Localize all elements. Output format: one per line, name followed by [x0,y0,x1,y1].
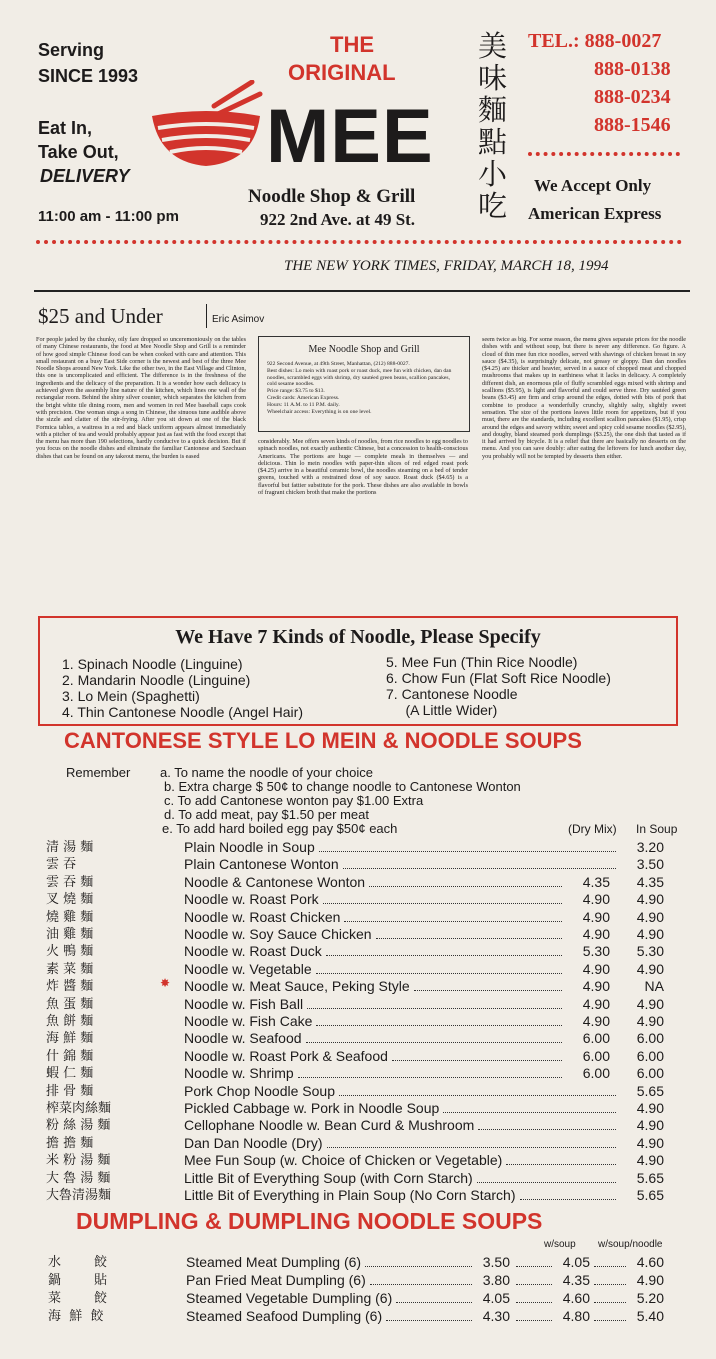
price-in-soup: 5.65 [636,1083,664,1099]
menu-item-row [184,1117,684,1134]
dot-leader [516,1320,552,1321]
menu-item-chinese: 魚 蛋 麵 [46,997,94,1012]
dot-leader [370,1284,472,1285]
menu-item-chinese: 擔 擔 麵 [46,1136,94,1151]
dot-leader [392,1060,562,1061]
menu-item-row [184,1083,684,1100]
dot-leader [414,990,562,991]
menu-item-row [184,1170,684,1187]
article-title: $25 and Under [38,304,163,328]
article-column-3: seem twice as big. For some reason, the menu gives separate prices for the noodle dishes with and without soup, but there is never any difference. Go figure. A cloud of thin mee fun rice noodles, served with shavings of chicken breast in soy sauce ($4.35), is surprisingly delicate, not greasy or gloppy. Dan dan noodles ($4.25) are thicker and heavier, served in a sauce of chopped meat and chopped mushrooms that makes up in earthiness what it lacks in delicacy. A completely different dish, an enormous pile of fluffy scrambled eggs mixed with shrimp and scallions ($5.95), is light and flavorful and could serve three. Dry sautéed green beans ($3.45) are firm and crisp around the edges, dotted with bits of pork that combine to produce a wonderfully crunchy, slightly salty, slightly sweet sensation. The size of the portions leaves little room for appetizers, but if you must, there are the standards, including excellent scallion pancakes ($1.95), crisp around the edges and savory within; sweet and spicy cold sesame noodles ($2.95), and doughy, bland steamed pork dumplings ($3.25), the one dish that tasted as if it had arrived by bicycle. It is a relief that there are basically no desserts on the menu. And you can save doubly: after eating the leftovers for lunch another day, you probably will not be tempted by desserts then either. [482,336,686,460]
price-in-soup: 5.65 [636,1187,664,1203]
menu-item-row [184,978,684,995]
dot-leader [506,1164,616,1165]
article-column-1: For people jaded by the chunky, oily fare dropped so unceremoniously on the tables of many Chinese restaurants, the food at Mee Noodle Shop and Grill is a reminder of how good simple Chinese food can be when cooked with care and attention. This small restaurant on a busy East Side corner is the newest and best of the three Mee Noodle Shops around New York. Like the other two, in the East Village and Clinton, this one is uncomplicated and efficient. The difference is in the freshness of the ingredients and the delicacy of the preparation. It is a wonder how each delicacy is achieved given the assembly line nature of the kitchen, which lines one wall of the rectangular room. Behind the shiny silver counter, which separates the kitchen from the bright white tile dining room, men and women in red Mee baseball caps cook with precision. One woman sings a song in Chinese, the sinuous tune audible above the sizzle and clatter of the stir-frying. After you sit down at one of the black Formica tables, a waitress in a red and black uniform appears almost immediately with a pitcher of tea and would probably appear just as fast with the food except that the menu has more than 190 selections, hardly conducive to a quick decision. But if you focus on the noodle dishes and eliminate the familiar Cantonese and Szechuan dishes that can be found on any takeout menu, the burden is eased [36,336,246,460]
price-in-soup: 4.90 [636,1100,664,1116]
price-with-soup-noodle: 5.20 [636,1290,664,1306]
dumpling-chinese: 海 鮮 餃 [48,1309,104,1324]
menu-item-chinese: 清 湯 麵 [46,840,94,855]
info-box-line: 922 Second Avenue, at 49th Street, Manhattan, (212) 888-0027. [267,361,410,367]
remember-note: e. To add hard boiled egg pay $50¢ each [162,821,398,836]
menu-item-chinese: 米 粉 湯 麵 [46,1153,111,1168]
dot-leader [376,938,562,939]
dumpling-item-row [186,1272,686,1289]
dumpling-item-row [186,1308,686,1325]
dot-leader [516,1302,552,1303]
eat-in-label: Eat In, [38,118,93,138]
price-plain: 3.50 [482,1254,510,1270]
menu-item-row [184,1100,684,1117]
price-in-soup: 4.90 [636,1135,664,1151]
menu-item-row [184,1187,684,1204]
telephone-label: TEL.: 888-0027 [528,30,662,52]
menu-item-chinese: 海 鮮 麵 [46,1031,94,1046]
price-dry-mix: 6.00 [582,1030,610,1046]
article-column-2: considerably. Mee offers seven kinds of noodles, from rice noodles to egg noodles to spinach noodles, not exactly authentic Chinese, but a concession to health-conscious Americans. The portions are huge — complete meals in themselves — and delicious. Thin lo mein noodles with paper-thin slices of red edged roast pork ($4.25) arrive in a beautiful ceramic bowl, the noodles steaming on a bed of tender greens, touched with a restrained dose of soy sauce. Roast duck ($4.65) is a flavorful but fattier substitute for the pork. These dishes are also available in bowls of fragrant chicken broth that make the portions [258,438,468,497]
remember-note: b. Extra charge $ 50¢ to change noodle to Cantonese Wonton [164,779,521,794]
menu-item-name: Noodle w. Fish Cake [184,1013,313,1029]
dot-leader [344,921,562,922]
price-in-soup: 4.90 [636,1152,664,1168]
delivery-label: DELIVERY [40,166,130,186]
price-plain: 4.30 [482,1308,510,1324]
price-in-soup: 5.65 [636,1170,664,1186]
info-box-line: Wheelchair access: Everything is on one level. [267,408,372,415]
dot-leader [516,1284,552,1285]
dot-leader [365,1266,472,1267]
noodle-type-item: 5. Mee Fun (Thin Rice Noodle) [386,654,578,670]
menu-item-name: Plain Noodle in Soup [184,839,315,855]
dot-leader [594,1302,626,1303]
header-right-dotted-rule [528,152,680,156]
menu-item-row [184,874,684,891]
article-byline-bar [206,304,207,328]
article-author: Eric Asimov [212,314,265,325]
dot-leader [386,1320,472,1321]
shop-address: 922 2nd Ave. at 49 St. [260,210,416,229]
price-in-soup: 4.35 [636,874,664,890]
menu-item-name: Noodle w. Roast Pork & Seafood [184,1048,388,1064]
dumpling-chinese: 水 餃 [48,1255,108,1270]
price-plain: 3.80 [482,1272,510,1288]
dry-mix-header: (Dry Mix) [568,822,617,836]
dot-leader [594,1320,626,1321]
price-dry-mix: 4.90 [582,978,610,994]
menu-item-chinese: 雲 吞 麵 [46,875,94,890]
menu-item-chinese: 蝦 仁 麵 [46,1066,94,1081]
noodle-bowl-logo-icon [148,80,264,172]
menu-item-row [184,1030,684,1047]
price-plain: 4.05 [482,1290,510,1306]
remember-label: Remember [66,765,131,780]
noodle-type-item: (A Little Wider) [386,702,498,718]
price-in-soup: 4.90 [636,1117,664,1133]
menu-item-chinese: 叉 燒 麵 [46,892,94,907]
dot-leader [306,1042,562,1043]
price-in-soup: 3.20 [636,839,664,855]
price-dry-mix: 4.90 [582,961,610,977]
spicy-marker-icon: ✸ [160,976,171,990]
remember-note: c. To add Cantonese wonton pay $1.00 Extra [164,793,424,808]
dot-leader [316,973,562,974]
price-in-soup: 4.90 [636,891,664,907]
noodle-type-item: 6. Chow Fun (Flat Soft Rice Noodle) [386,670,611,686]
menu-item-name: Noodle w. Fish Ball [184,996,304,1012]
menu-item-chinese: 雲 吞 [46,857,77,872]
dot-leader [339,1095,616,1096]
price-with-soup-noodle: 5.40 [636,1308,664,1324]
price-with-soup: 4.60 [562,1290,590,1306]
menu-item-name: Noodle w. Roast Pork [184,891,319,907]
original-label: ORIGINAL [288,60,396,85]
menu-item-name: Mee Fun Soup (w. Choice of Chicken or Vegetable) [184,1152,503,1168]
lomein-section-title: CANTONESE STYLE LO MEIN & NOODLE SOUPS [64,728,582,753]
menu-item-name: Noodle w. Meat Sauce, Peking Style [184,978,410,994]
menu-item-chinese: 榨菜肉絲麵 [46,1101,112,1116]
dot-leader [307,1008,562,1009]
price-in-soup: 4.90 [636,1013,664,1029]
phone-2: 888-0138 [594,58,671,80]
menu-item-name: Noodle w. Vegetable [184,961,312,977]
dot-leader [323,903,562,904]
since-label: SINCE 1993 [38,66,139,86]
noodle-type-item: 2. Mandarin Noodle (Linguine) [62,672,251,688]
price-in-soup: 6.00 [636,1065,664,1081]
phone-4: 888-1546 [594,114,671,136]
dumpling-section-title: DUMPLING & DUMPLING NOODLE SOUPS [76,1208,543,1234]
dumpling-name: Steamed Meat Dumpling (6) [186,1254,362,1270]
chinese-name-vertical: 美味麵點小吃 [478,29,508,223]
price-dry-mix: 4.35 [582,874,610,890]
menu-item-chinese: 大 魯 湯 麵 [46,1171,111,1186]
price-with-soup: 4.05 [562,1254,590,1270]
menu-item-row [184,1048,684,1065]
price-in-soup: 4.90 [636,909,664,925]
menu-item-name: Noodle w. Roast Duck [184,943,322,959]
menu-item-chinese: 粉 絲 湯 麵 [46,1118,111,1133]
dot-leader [327,1147,617,1148]
shop-subtitle: Noodle Shop & Grill [248,186,416,207]
menu-item-row [184,1135,684,1152]
price-in-soup: NA [644,978,664,994]
menu-item-row [184,856,684,873]
dumpling-item-row [186,1254,686,1271]
dumpling-chinese: 鍋 貼 [48,1273,108,1288]
menu-item-row [184,926,684,943]
menu-item-row [184,909,684,926]
serving-label: Serving [38,40,105,60]
menu-item-row [184,996,684,1013]
take-out-label: Take Out, [38,142,119,162]
menu-item-row [184,1065,684,1082]
dumpling-name: Steamed Seafood Dumpling (6) [186,1308,383,1324]
dot-leader [319,851,616,852]
menu-item-name: Little Bit of Everything in Plain Soup (No Corn Starch) [184,1187,516,1203]
price-dry-mix: 6.00 [582,1065,610,1081]
menu-item-chinese: 素 菜 麵 [46,962,94,977]
menu-item-name: Plain Cantonese Wonton [184,856,339,872]
menu-item-name: Dan Dan Noodle (Dry) [184,1135,323,1151]
price-with-soup: 4.35 [562,1272,590,1288]
menu-item-name: Pickled Cabbage w. Pork in Noodle Soup [184,1100,440,1116]
menu-item-row [184,943,684,960]
menu-item-chinese: 油 雞 麵 [46,927,94,942]
noodle-type-item: 1. Spinach Noodle (Linguine) [62,656,243,672]
dot-leader [443,1112,616,1113]
info-box-line: Best dishes: Lo mein with roast pork or roast duck, mee fun with chicken, dan dan noodles, scrambled eggs with shrimp, dry sautéed green beans, scallion pancakes, cold sesame noodles. [267,367,452,388]
in-soup-header: In Soup [636,822,678,836]
info-box-line: Price range: $3.75 to $13. [267,388,325,395]
dot-leader [316,1025,562,1026]
price-dry-mix: 4.90 [582,909,610,925]
remember-note: a. To name the noodle of your choice [160,765,373,780]
price-dry-mix: 4.90 [582,1013,610,1029]
noodle-types-box [38,616,678,726]
menu-item-name: Noodle w. Seafood [184,1030,302,1046]
info-box-title: Mee Noodle Shop and Grill [308,344,420,355]
dot-leader [478,1129,616,1130]
noodle-type-item: 7. Cantonese Noodle [386,686,518,702]
price-dry-mix: 6.00 [582,1048,610,1064]
dot-leader [326,955,562,956]
menu-item-chinese: 排 骨 麵 [46,1084,94,1099]
accept-label-2: American Express [528,204,662,223]
phone-3: 888-0234 [594,86,671,108]
dot-leader [369,886,562,887]
header-dotted-rule [36,240,682,244]
menu-item-name: Pork Chop Noodle Soup [184,1083,335,1099]
dot-leader [594,1266,626,1267]
dot-leader [343,868,616,869]
price-in-soup: 4.90 [636,961,664,977]
dumpling-item-row [186,1290,686,1307]
price-in-soup: 5.30 [636,943,664,959]
dot-leader [477,1182,616,1183]
noodle-types-title: We Have 7 Kinds of Noodle, Please Specify [175,626,541,648]
menu-item-row [184,1152,684,1169]
menu-item-chinese: 燒 雞 麵 [46,910,94,925]
accept-label-1: We Accept Only [534,176,652,195]
menu-item-name: Little Bit of Everything Soup (with Corn Starch) [184,1170,473,1186]
menu-item-chinese: 大魯清湯麵 [46,1188,112,1203]
the-label: THE [330,32,374,57]
info-box-line: Hours: 11 A.M. to 11 P.M. daily. [267,401,340,408]
dot-leader [516,1266,552,1267]
menu-item-chinese: 魚 餅 麵 [46,1014,94,1029]
price-dry-mix: 4.90 [582,996,610,1012]
menu-item-chinese: 火 鴨 麵 [46,944,94,959]
price-dry-mix: 5.30 [582,943,610,959]
price-in-soup: 4.90 [636,996,664,1012]
dot-leader [520,1199,617,1200]
noodle-type-item: 4. Thin Cantonese Noodle (Angel Hair) [62,704,303,720]
price-with-soup: 4.80 [562,1308,590,1324]
menu-item-name: Noodle & Cantonese Wonton [184,874,366,890]
nyt-dateline: THE NEW YORK TIMES, FRIDAY, MARCH 18, 1994 [284,258,609,274]
price-in-soup: 6.00 [636,1030,664,1046]
menu-item-row [184,891,684,908]
brand-name: MEE [266,94,434,179]
price-dry-mix: 4.90 [582,926,610,942]
menu-item-name: Noodle w. Soy Sauce Chicken [184,926,372,942]
menu-item-chinese: 炸 醬 麵 [46,979,94,994]
price-in-soup: 6.00 [636,1048,664,1064]
dot-leader [396,1302,472,1303]
menu-item-chinese: 什 錦 麵 [46,1049,94,1064]
menu-item-row [184,839,684,856]
price-with-soup-noodle: 4.90 [636,1272,664,1288]
article-top-rule [34,290,690,292]
dumpling-name: Steamed Vegetable Dumpling (6) [186,1290,393,1306]
hours-label: 11:00 am - 11:00 pm [38,208,179,225]
info-box-line: Credit cards: American Express. [267,394,340,401]
dumpling-chinese: 菜 餃 [48,1291,108,1306]
price-with-soup-noodle: 4.60 [636,1254,664,1270]
noodle-type-item: 3. Lo Mein (Spaghetti) [62,688,200,704]
menu-item-row [184,961,684,978]
menu-item-row [184,1013,684,1030]
price-dry-mix: 4.90 [582,891,610,907]
dumpling-name: Pan Fried Meat Dumpling (6) [186,1272,366,1288]
with-soup-header: w/soup [544,1239,576,1250]
price-in-soup: 3.50 [636,856,664,872]
menu-item-name: Cellophane Noodle w. Bean Curd & Mushroom [184,1117,475,1133]
price-in-soup: 4.90 [636,926,664,942]
menu-item-name: Noodle w. Roast Chicken [184,909,341,925]
review-info-box [258,336,470,432]
dot-leader [298,1077,562,1078]
menu-item-name: Noodle w. Shrimp [184,1065,294,1081]
remember-note: d. To add meat, pay $1.50 per meat [164,807,370,822]
with-soup-noodle-header: w/soup/noodle [598,1239,663,1250]
dot-leader [594,1284,626,1285]
